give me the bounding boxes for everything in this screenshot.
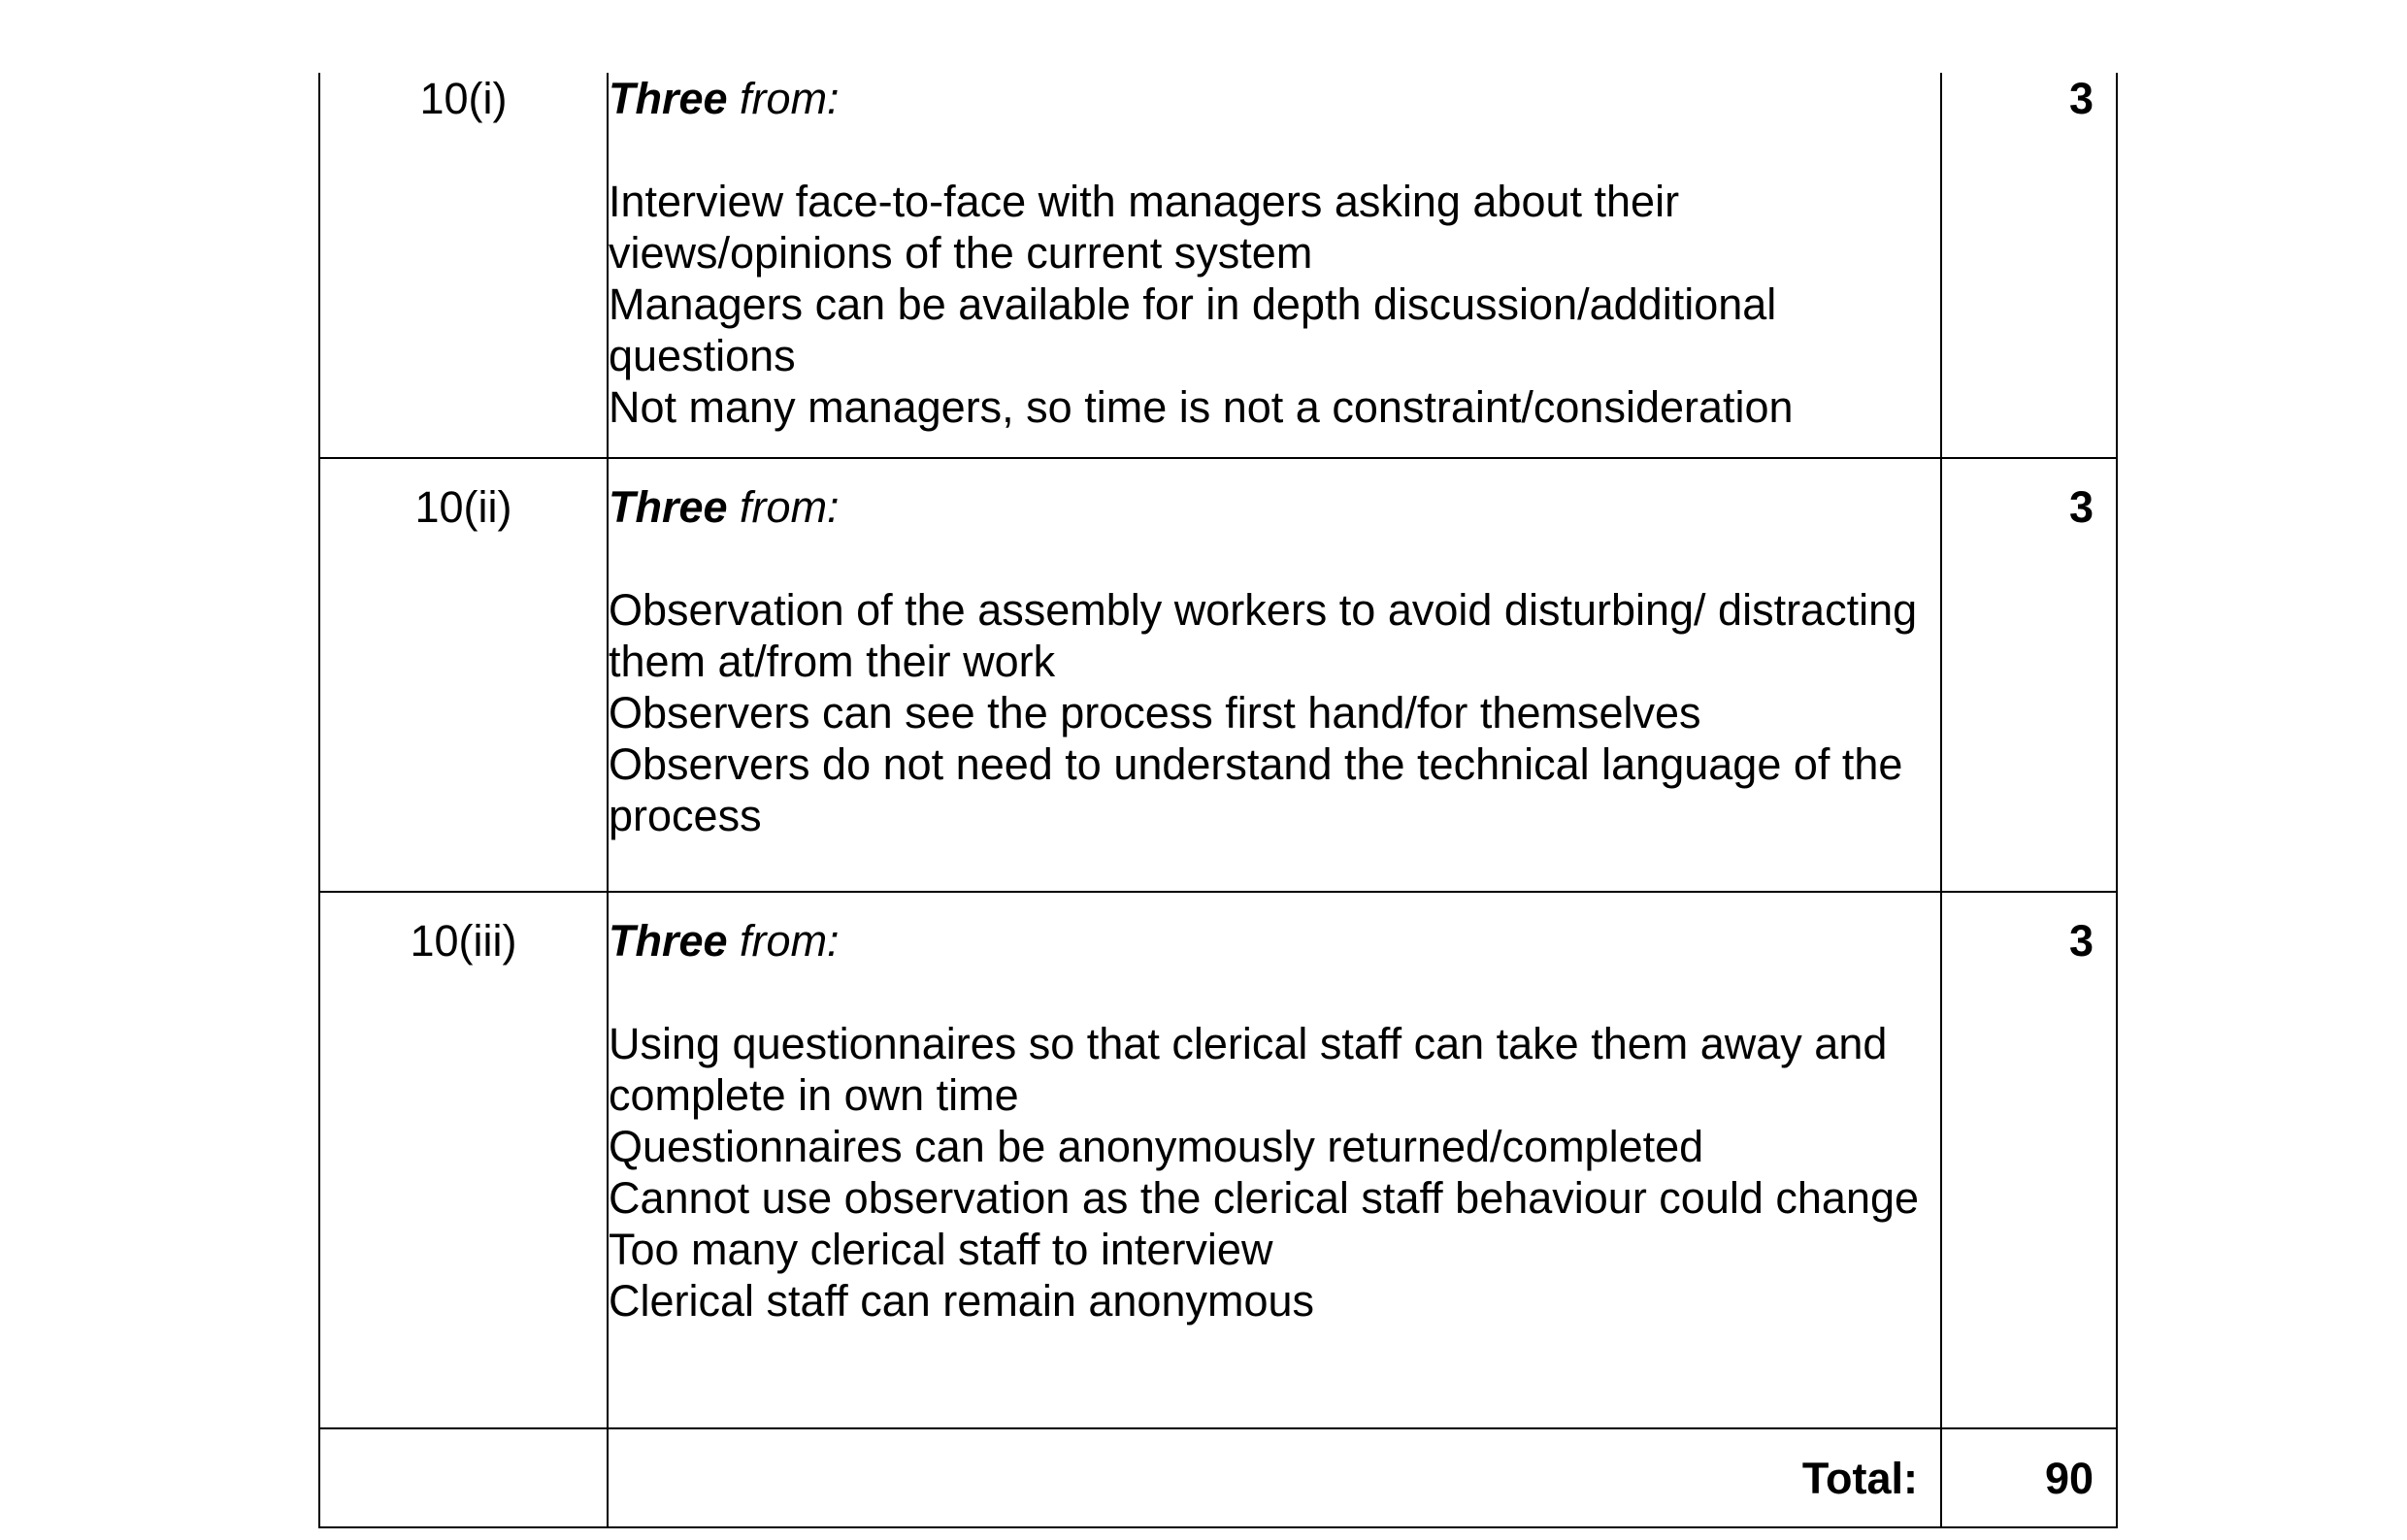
question-number: 10(iii) bbox=[319, 892, 608, 1428]
answer-point: Observation of the assembly workers to avoid disturbing/ distracting them at/from their work bbox=[609, 585, 1918, 686]
answer-lead-rest: from: bbox=[727, 482, 840, 532]
answer-lead bbox=[609, 915, 1940, 967]
answer-point: Not many managers, so time is not a constraint/consideration bbox=[609, 382, 1794, 432]
answer-lead-strong: Three bbox=[609, 482, 728, 532]
table-row bbox=[319, 73, 2117, 458]
answer-lead-rest: from: bbox=[727, 74, 840, 123]
answer-point: Observers do not need to understand the technical language of the process bbox=[609, 739, 1903, 840]
answer-lead bbox=[609, 73, 1940, 124]
question-number: 10(ii) bbox=[319, 458, 608, 892]
answer-point: Cannot use observation as the clerical staff behaviour could change bbox=[609, 1173, 1920, 1223]
table-row bbox=[319, 458, 2117, 892]
answer-lead-strong: Three bbox=[609, 916, 728, 966]
marks-value: 3 bbox=[1941, 458, 2117, 892]
question-number: 10(i) bbox=[319, 73, 608, 458]
answer-point: Questionnaires can be anonymously returned/completed bbox=[609, 1122, 1704, 1171]
answer-point: Observers can see the process first hand/for themselves bbox=[609, 688, 1701, 737]
answer-point: Clerical staff can remain anonymous bbox=[609, 1276, 1315, 1326]
answer-lead-strong: Three bbox=[609, 74, 728, 123]
mark-scheme-table bbox=[318, 73, 2118, 1528]
total-label: Total: bbox=[608, 1428, 1941, 1527]
marks-value: 3 bbox=[1941, 892, 2117, 1428]
answer-lead-rest: from: bbox=[727, 916, 840, 966]
answer-cell bbox=[608, 73, 1941, 458]
answer-cell bbox=[608, 458, 1941, 892]
table-row bbox=[319, 892, 2117, 1428]
total-value: 90 bbox=[1941, 1428, 2117, 1527]
total-row bbox=[319, 1428, 2117, 1527]
answer-lead bbox=[609, 481, 1940, 533]
empty-cell bbox=[319, 1428, 608, 1527]
answer-cell bbox=[608, 892, 1941, 1428]
answer-point: Too many clerical staff to interview bbox=[609, 1225, 1273, 1274]
answer-point: Interview face-to-face with managers asking about their views/opinions of the current system bbox=[609, 177, 1680, 278]
marks-value: 3 bbox=[1941, 73, 2117, 458]
answer-point: Managers can be available for in depth discussion/additional questions bbox=[609, 279, 1777, 380]
answer-point: Using questionnaires so that clerical staff can take them away and complete in own time bbox=[609, 1019, 1888, 1120]
